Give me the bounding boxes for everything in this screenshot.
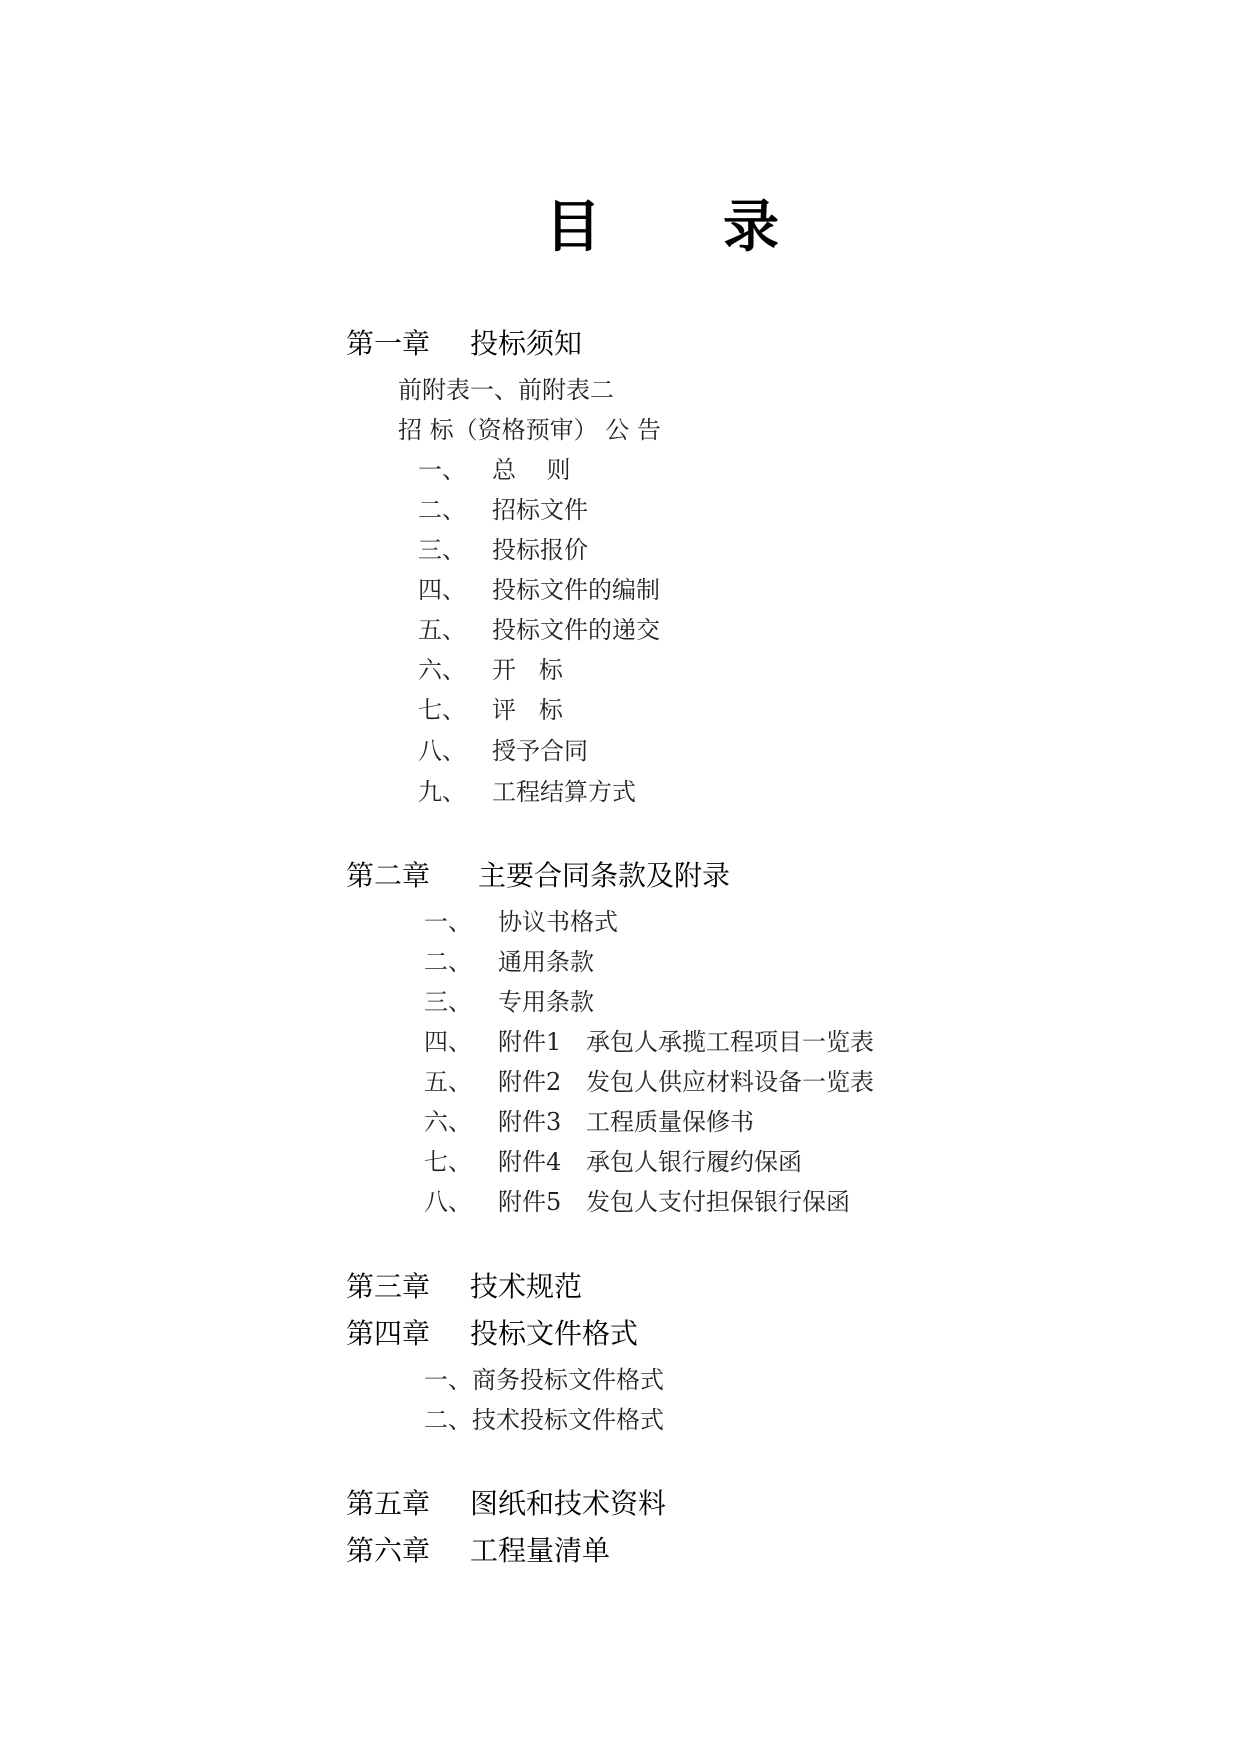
entry-text: 二、技术投标文件格式 — [424, 1406, 664, 1434]
chapter-title: 技术规范 — [470, 1270, 583, 1303]
chapter-number: 第五章 — [346, 1487, 431, 1520]
entry-text: 开 标 — [492, 656, 563, 684]
chapter-number: 第四章 — [346, 1317, 431, 1350]
entry-text: 总 则 — [492, 456, 571, 484]
entry-number: 三、 — [418, 536, 466, 564]
entry-text: 通用条款 — [498, 948, 594, 976]
chapter-title: 工程量清单 — [470, 1534, 611, 1567]
entry-text: 授予合同 — [492, 737, 588, 765]
chapter-title: 投标须知 — [470, 327, 583, 360]
entry-text: 专用条款 — [498, 988, 594, 1016]
entry-text: 评 标 — [492, 696, 563, 724]
entry-extra: 承包人承揽工程项目一览表 — [586, 1028, 874, 1056]
entry-text: 附件1 — [498, 1028, 562, 1056]
entry-text: 投标报价 — [492, 536, 588, 564]
chapter-title: 图纸和技术资料 — [470, 1487, 667, 1520]
entry-extra: 发包人支付担保银行保函 — [586, 1188, 850, 1216]
entry-number: 四、 — [418, 576, 466, 604]
entry-text: 协议书格式 — [498, 908, 618, 936]
entry-text: 一、商务投标文件格式 — [424, 1366, 664, 1394]
entry-number: 二、 — [424, 948, 472, 976]
entry-text: 工程结算方式 — [492, 778, 636, 806]
entry-text: 附件5 — [498, 1188, 562, 1216]
chapter-title: 主要合同条款及附录 — [478, 859, 731, 892]
entry-number: 八、 — [424, 1188, 472, 1216]
entry-text: 前附表一、前附表二 — [398, 376, 614, 404]
chapter-number: 第六章 — [346, 1534, 431, 1567]
entry-text: 投标文件的编制 — [492, 576, 660, 604]
entry-number: 五、 — [424, 1068, 472, 1096]
entry-number: 二、 — [418, 496, 466, 524]
chapter-number: 第一章 — [346, 327, 431, 360]
entry-text: 招标文件 — [492, 496, 588, 524]
entry-text: 附件4 — [498, 1148, 562, 1176]
entry-number: 六、 — [418, 656, 466, 684]
page-title-char-1: 目 — [545, 195, 601, 260]
entry-number: 七、 — [424, 1148, 472, 1176]
entry-extra: 工程质量保修书 — [586, 1108, 754, 1136]
entry-text: 投标文件的递交 — [492, 616, 660, 644]
entry-number: 一、 — [424, 908, 472, 936]
page-title-char-2: 录 — [723, 195, 779, 260]
entry-number: 八、 — [418, 737, 466, 765]
entry-text: 附件2 — [498, 1068, 562, 1096]
chapter-number: 第三章 — [346, 1270, 431, 1303]
entry-text: 附件3 — [498, 1108, 562, 1136]
entry-number: 五、 — [418, 616, 466, 644]
entry-extra: 发包人供应材料设备一览表 — [586, 1068, 874, 1096]
entry-number: 六、 — [424, 1108, 472, 1136]
chapter-number: 第二章 — [346, 859, 431, 892]
entry-extra: 承包人银行履约保函 — [586, 1148, 802, 1176]
chapter-title: 投标文件格式 — [470, 1317, 639, 1350]
entry-number: 一、 — [418, 456, 466, 484]
entry-number: 三、 — [424, 988, 472, 1016]
entry-number: 七、 — [418, 696, 466, 724]
entry-text: 招 标（资格预审） 公 告 — [398, 416, 661, 444]
entry-number: 四、 — [424, 1028, 472, 1056]
entry-number: 九、 — [418, 778, 466, 806]
